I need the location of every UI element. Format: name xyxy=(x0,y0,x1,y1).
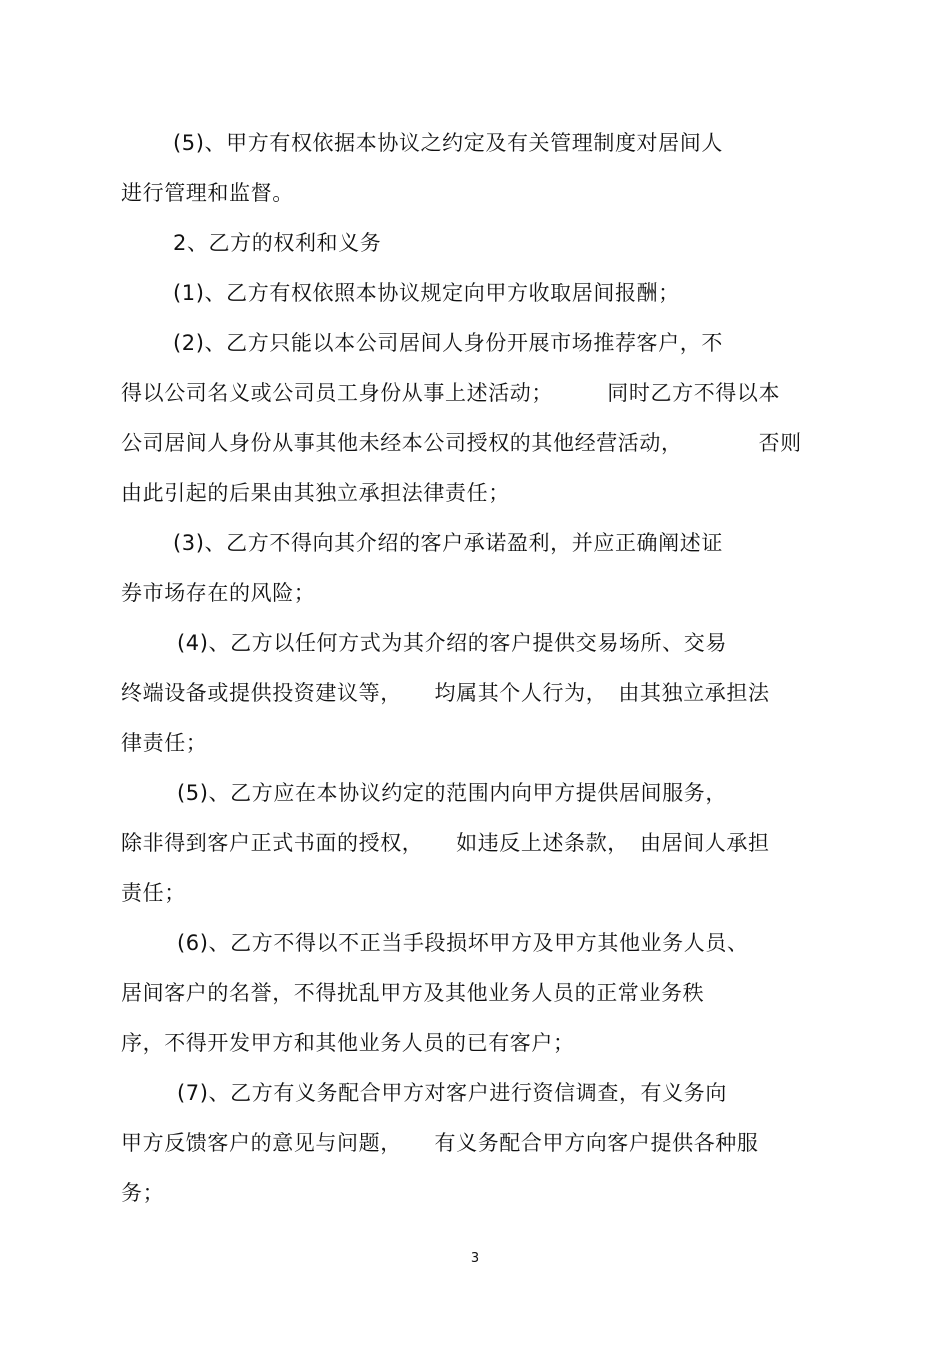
text-line-16: 责任； xyxy=(121,881,186,905)
text-line-15: 除非得到客户正式书面的授权， 如违反上述条款， 由居间人承担 xyxy=(121,831,770,855)
text-line-5: (2)、乙方只能以本公司居间人身份开展市场推荐客户，不 xyxy=(173,331,723,355)
text-line-17: (6)、乙方不得以不正当手段损坏甲方及甲方其他业务人员、 xyxy=(177,931,749,955)
text-line-21: 甲方反馈客户的意见与问题， 有义务配合甲方向客户提供各种服 xyxy=(121,1131,759,1155)
text-line-8: 由此引起的后果由其独立承担法律责任； xyxy=(121,481,510,505)
text-line-13: 律责任； xyxy=(121,731,208,755)
text-line-12: 终端设备或提供投资建议等， 均属其个人行为， 由其独立承担法 xyxy=(121,681,770,705)
text-line-6: 得以公司名义或公司员工身份从事上述活动； 同时乙方不得以本 xyxy=(121,381,781,405)
text-line-22: 务； xyxy=(121,1181,165,1205)
text-line-9: (3)、乙方不得向其介绍的客户承诺盈利，并应正确阐述证 xyxy=(173,531,723,555)
text-line-7: 公司居间人身份从事其他未经本公司授权的其他经营活动， 否则 xyxy=(121,431,802,455)
text-line-19: 序，不得开发甲方和其他业务人员的已有客户； xyxy=(121,1031,575,1055)
text-line-2: 进行管理和监督。 xyxy=(121,181,294,205)
text-line-1: (5)、甲方有权依据本协议之约定及有关管理制度对居间人 xyxy=(173,131,723,155)
text-line-4: (1)、乙方有权依照本协议规定向甲方收取居间报酬； xyxy=(173,281,680,305)
text-line-10: 券市场存在的风险； xyxy=(121,581,316,605)
text-line-18: 居间客户的名誉，不得扰乱甲方及其他业务人员的正常业务秩 xyxy=(121,981,705,1005)
text-line-20: (7)、乙方有义务配合甲方对客户进行资信调查，有义务向 xyxy=(177,1081,727,1105)
section-heading: 2、乙方的权利和义务 xyxy=(173,231,382,255)
page-number: 3 xyxy=(470,1251,480,1266)
text-line-14: (5)、乙方应在本协议约定的范围内向甲方提供居间服务， xyxy=(177,781,727,805)
text-line-11: (4)、乙方以任何方式为其介绍的客户提供交易场所、交易 xyxy=(177,631,727,655)
